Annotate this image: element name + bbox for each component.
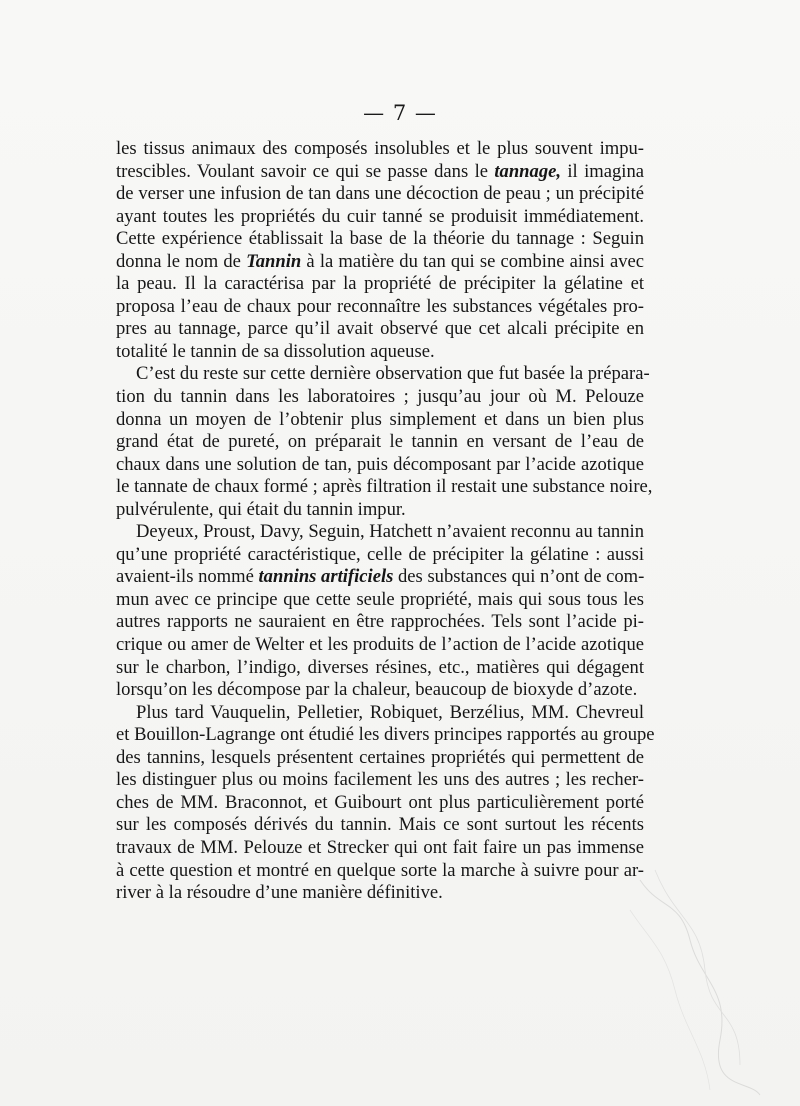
text-line: les distinguer plus ou moins facilement les uns des autres ; les recher-: [116, 769, 644, 791]
text-line: autres rapports ne sauraient en être rapprochées. Tels sont l’acide pi-: [116, 611, 644, 633]
body-text: [116, 138, 655, 905]
text-line: et Bouillon-Lagrange ont étudié les divers principes rapportés au groupe: [116, 724, 655, 746]
text-line: qu’une propriété caractéristique, celle de précipiter la gélatine : aussi: [116, 543, 644, 565]
paragraph-4: [116, 701, 655, 905]
paragraph-1: [116, 138, 644, 363]
emphasis-tannage: tannage,: [494, 160, 562, 182]
text-line: sur les composés dérivés du tannin. Mais ce sont surtout les récents: [116, 814, 644, 836]
text-line: chaux dans une solution de tan, puis décomposant par l’acide azotique: [116, 453, 644, 475]
text-line: le tannate de chaux formé ; après filtration il restait une substance noire,: [116, 476, 653, 498]
text-line: travaux de MM. Pelouze et Strecker qui ont fait faire un pas immense: [116, 836, 644, 858]
emphasis-tannin: Tannin: [246, 250, 302, 272]
paragraph-2: [116, 363, 653, 521]
text-line: pulvérulente, qui était du tannin impur.: [116, 498, 406, 520]
text-line: Plus tard Vauquelin, Pelletier, Robiquet, Berzélius, MM. Chevreul: [136, 701, 644, 723]
text-line: à cette question et montré en quelque sorte la marche à suivre pour ar-: [116, 859, 644, 881]
text-line: sur le charbon, l’indigo, diverses résines, etc., matières qui dégagent: [116, 656, 644, 678]
text-line: pres au tannage, parce qu’il avait observé que cet alcali précipite en: [116, 318, 644, 340]
paragraph-3: [116, 521, 644, 701]
text-line: lorsqu’on les décompose par la chaleur, beaucoup de bioxyde d’azote.: [116, 679, 638, 701]
text-line: les tissus animaux des composés insolubles et le plus souvent impu-: [116, 138, 644, 159]
text-line: trescibles. Voulant savoir ce qui se passe dans le tannage, il imagina: [116, 160, 644, 182]
text-line: crique ou amer de Welter et les produits de l’action de l’acide azotique: [116, 634, 644, 656]
text-line: donna un moyen de l’obtenir plus simplement et dans un bien plus: [116, 408, 644, 430]
text-line: tion du tannin dans les laboratoires ; jusqu’au jour où M. Pelouze: [116, 386, 644, 408]
text-line: avaient-ils nommé tannins artificiels des substances qui n’ont de com-: [116, 566, 645, 588]
paper-stain-mark: [620, 850, 770, 1100]
text-line: Deyeux, Proust, Davy, Seguin, Hatchett n’avaient reconnu au tannin: [136, 521, 644, 543]
text-line: ches de MM. Braconnot, et Guibourt ont plus particulièrement porté: [116, 791, 644, 813]
text-line: de verser une infusion de tan dans une décoction de peau ; un précipité: [116, 183, 644, 205]
text-line: Cette expérience établissait la base de la théorie du tannage : Seguin: [116, 228, 644, 250]
text-line: donna le nom de Tannin à la matière du tan qui se combine ainsi avec: [116, 250, 644, 272]
page-number: — 7 —: [363, 101, 437, 125]
text-line: C’est du reste sur cette dernière observation que fut basée la prépara-: [136, 363, 650, 385]
text-line: la peau. Il la caractérisa par la propriété de précipiter la gélatine et: [116, 273, 644, 295]
text-line: proposa l’eau de chaux pour reconnaître les substances végétales pro-: [116, 295, 644, 317]
text-line: grand état de pureté, on préparait le tannin en versant de l’eau de: [116, 431, 644, 453]
text-line: ayant toutes les propriétés du cuir tanné se produisit immédiatement.: [116, 205, 644, 227]
text-line: mun avec ce principe que cette seule propriété, mais qui sous tous les: [116, 588, 644, 610]
text-line: totalité le tannin de sa dissolution aqueuse.: [116, 340, 435, 362]
text-line: river à la résoudre d’une manière définitive.: [116, 882, 443, 904]
emphasis-tannins-artificiels: tannins artificiels: [258, 566, 394, 588]
text-line: des tannins, lesquels présentent certaines propriétés qui permettent de: [116, 746, 644, 768]
